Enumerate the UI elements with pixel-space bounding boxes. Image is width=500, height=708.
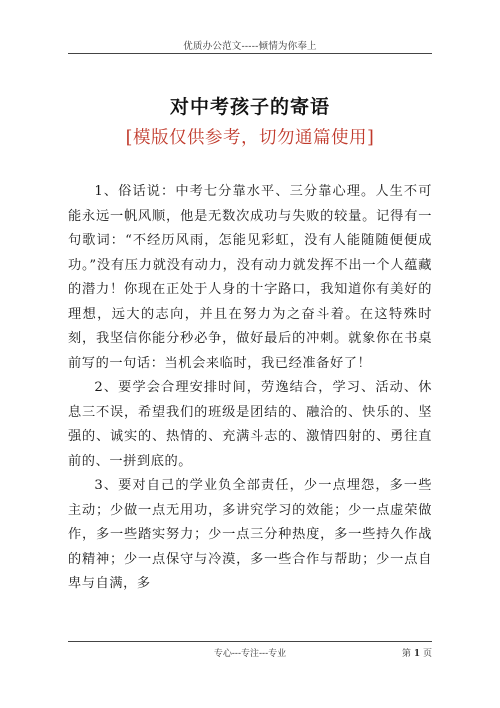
footer-slogan: 专心---专注---专业 [213,649,287,659]
document-title: 对中考孩子的寄语 [169,96,330,118]
page-number-value: 1 [413,649,421,659]
paragraph-1: 1、俗话说：中考七分靠水平、三分靠心理。人生不可能永远一帆风顺，他是无数次成功与失败的较量。记得有一句歌词：“不经历风雨，怎能见彩虹，没有人能随随便便成功。”没有压力就没有动力，没有动力就发挥不出一个人蕴藏的潜力！你现在正处于人身的十字路口，我知道你有美好的理想，远大的志向，并且在努力为之奋斗着。在这特殊时刻，我坚信你能分秒必争，做好最后的冲刺。就象你在书桌前写的一句话：当机会来临时，我已经准备好了！ [68,184,432,371]
document-subtitle: [模版仅供参考，切勿通篇使用] [125,128,375,148]
page-number-suffix: 页 [422,649,432,659]
paragraph-2: 2、要学会合理安排时间，劳逸结合，学习、活动、休息三不误，希望我们的班级是团结的、融洽的、快乐的、坚强的、诚实的、热情的、充满斗志的、激情四射的、勇往直前的、一拼到底的。 [68,380,432,469]
document-body [68,180,432,597]
header-divider [68,53,432,54]
page-header: 优质办公范文-----倾情为你奉上 [183,41,317,52]
page-number-prefix: 第 [401,649,411,659]
paragraph-3: 3、要对自己的学业负全部责任，少一点埋怨，多一些主动；少做一点无用功，多讲究学习的效能；少一点虚荣做作，多一些踏实努力；少一点三分种热度，多一些持久作战的精神；少一点保守与冷漠，多一些合作与帮助；少一点自卑与自满，多 [68,478,432,591]
page-number [402,646,432,659]
footer-divider [68,641,432,642]
